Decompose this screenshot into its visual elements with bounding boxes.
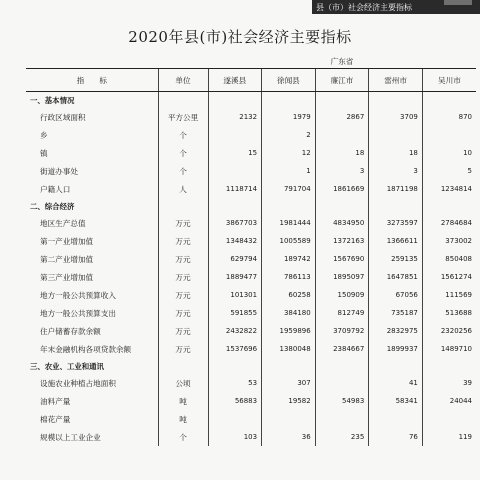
value-cell xyxy=(422,126,476,144)
indicator-name: 地区生产总值 xyxy=(40,218,86,228)
value-cell: 4834950 xyxy=(315,214,369,232)
indicator-unit: 吨 xyxy=(158,410,208,428)
value-cell: 189742 xyxy=(262,250,316,268)
section-empty-cell xyxy=(369,358,423,374)
value-cell: 1561274 xyxy=(422,268,476,286)
value-cell: 3709 xyxy=(369,108,423,126)
value-cell: 1348432 xyxy=(208,232,262,250)
indicator-name: 户籍人口 xyxy=(40,184,71,194)
value-cell: 24044 xyxy=(422,392,476,410)
indicator-unit: 万元 xyxy=(158,322,208,340)
value-cell: 1979 xyxy=(262,108,316,126)
section-empty-cell xyxy=(262,92,316,109)
value-cell: 1005589 xyxy=(262,232,316,250)
table-row xyxy=(26,304,476,322)
table-row xyxy=(26,232,476,250)
unit-header: 单位 xyxy=(158,69,208,92)
value-cell: 850408 xyxy=(422,250,476,268)
county-header: 徐闻县 xyxy=(262,69,316,92)
indicator-name: 设施农业种植占地面积 xyxy=(40,378,116,388)
value-cell: 60258 xyxy=(262,286,316,304)
value-cell: 41 xyxy=(369,374,423,392)
value-cell: 101301 xyxy=(208,286,262,304)
indicator-name: 棉花产量 xyxy=(40,414,71,424)
value-cell: 2784684 xyxy=(422,214,476,232)
county-header: 雷州市 xyxy=(369,69,423,92)
value-cell: 54983 xyxy=(315,392,369,410)
indicator-table xyxy=(26,54,476,446)
value-cell: 3867703 xyxy=(208,214,262,232)
value-cell: 2320256 xyxy=(422,322,476,340)
indicator-unit: 万元 xyxy=(158,214,208,232)
value-cell: 1489710 xyxy=(422,340,476,358)
value-cell: 1380048 xyxy=(262,340,316,358)
section-empty-cell xyxy=(208,198,262,214)
indicator-name: 第三产业增加值 xyxy=(40,272,94,282)
table-row xyxy=(26,392,476,410)
section-row xyxy=(26,358,476,374)
value-cell: 103 xyxy=(208,428,262,446)
table-row xyxy=(26,428,476,446)
section-empty-cell xyxy=(369,92,423,109)
value-cell: 2832975 xyxy=(369,322,423,340)
section-empty-cell xyxy=(262,358,316,374)
value-cell: 259135 xyxy=(369,250,423,268)
indicator-name: 镇 xyxy=(40,148,48,158)
value-cell xyxy=(315,126,369,144)
indicator-name: 乡 xyxy=(40,130,48,140)
indicator-name: 油料产量 xyxy=(40,396,71,406)
section-title: 一、基本情况 xyxy=(30,95,75,105)
value-cell: 235 xyxy=(315,428,369,446)
indicator-name: 地方一般公共预算支出 xyxy=(40,308,116,318)
section-unit-cell xyxy=(158,358,208,374)
value-cell xyxy=(315,374,369,392)
table-row xyxy=(26,180,476,198)
value-cell: 111569 xyxy=(422,286,476,304)
value-cell: 39 xyxy=(422,374,476,392)
value-cell: 384180 xyxy=(262,304,316,322)
section-empty-cell xyxy=(315,92,369,109)
value-cell xyxy=(208,162,262,180)
value-cell: 1567690 xyxy=(315,250,369,268)
table-row xyxy=(26,126,476,144)
value-cell: 307 xyxy=(262,374,316,392)
indicator-unit: 人 xyxy=(158,180,208,198)
indicator-unit: 万元 xyxy=(158,268,208,286)
indicator-unit: 个 xyxy=(158,126,208,144)
value-cell: 1899937 xyxy=(369,340,423,358)
indicator-name: 第一产业增加值 xyxy=(40,236,94,246)
indicator-name: 街道办事处 xyxy=(40,166,78,176)
value-cell xyxy=(315,410,369,428)
value-cell: 18 xyxy=(315,144,369,162)
table-row xyxy=(26,410,476,428)
header-tab-label: 县（市）社会经济主要指标 xyxy=(316,3,412,12)
value-cell: 791704 xyxy=(262,180,316,198)
value-cell: 812749 xyxy=(315,304,369,322)
value-cell: 1537696 xyxy=(208,340,262,358)
section-empty-cell xyxy=(422,358,476,374)
value-cell: 629794 xyxy=(208,250,262,268)
value-cell: 1 xyxy=(262,162,316,180)
table-row xyxy=(26,374,476,392)
section-empty-cell xyxy=(315,198,369,214)
value-cell: 2432822 xyxy=(208,322,262,340)
value-cell xyxy=(422,410,476,428)
header-tab-marker xyxy=(444,0,472,5)
section-empty-cell xyxy=(208,92,262,109)
table-row xyxy=(26,108,476,126)
value-cell: 3273597 xyxy=(369,214,423,232)
value-cell: 870 xyxy=(422,108,476,126)
table-row xyxy=(26,322,476,340)
indicator-unit: 万元 xyxy=(158,250,208,268)
value-cell: 373002 xyxy=(422,232,476,250)
section-row xyxy=(26,92,476,109)
value-cell: 119 xyxy=(422,428,476,446)
section-unit-cell xyxy=(158,198,208,214)
value-cell: 3709792 xyxy=(315,322,369,340)
table-row xyxy=(26,340,476,358)
section-title: 三、农业、工业和通讯 xyxy=(30,361,104,371)
header-tab-bar xyxy=(312,0,480,14)
section-empty-cell xyxy=(262,198,316,214)
indicator-name: 规模以上工业企业 xyxy=(40,432,101,442)
value-cell: 36 xyxy=(262,428,316,446)
indicator-unit: 万元 xyxy=(158,304,208,322)
section-title: 二、综合经济 xyxy=(30,201,75,211)
value-cell: 786113 xyxy=(262,268,316,286)
indicator-unit: 万元 xyxy=(158,286,208,304)
value-cell: 591855 xyxy=(208,304,262,322)
value-cell: 3 xyxy=(369,162,423,180)
value-cell: 10 xyxy=(422,144,476,162)
section-empty-cell xyxy=(422,198,476,214)
value-cell: 12 xyxy=(262,144,316,162)
table-row xyxy=(26,144,476,162)
value-cell: 1871198 xyxy=(369,180,423,198)
value-cell: 56883 xyxy=(208,392,262,410)
section-empty-cell xyxy=(208,358,262,374)
indicator-table-container xyxy=(26,54,476,480)
indicator-unit: 个 xyxy=(158,428,208,446)
section-empty-cell xyxy=(422,92,476,109)
value-cell xyxy=(262,410,316,428)
table-row xyxy=(26,268,476,286)
section-row xyxy=(26,198,476,214)
value-cell: 19582 xyxy=(262,392,316,410)
value-cell: 1959896 xyxy=(262,322,316,340)
value-cell: 2384667 xyxy=(315,340,369,358)
province-label: 广东省 xyxy=(208,54,476,69)
table-row xyxy=(26,214,476,232)
county-header: 廉江市 xyxy=(315,69,369,92)
value-cell: 58341 xyxy=(369,392,423,410)
indicator-unit: 公顷 xyxy=(158,374,208,392)
value-cell: 2 xyxy=(262,126,316,144)
section-empty-cell xyxy=(369,198,423,214)
indicator-header: 指 标 xyxy=(26,69,158,92)
value-cell xyxy=(369,410,423,428)
value-cell: 1372163 xyxy=(315,232,369,250)
value-cell: 3 xyxy=(315,162,369,180)
indicator-unit: 平方公里 xyxy=(158,108,208,126)
value-cell: 76 xyxy=(369,428,423,446)
indicator-unit: 吨 xyxy=(158,392,208,410)
value-cell: 67056 xyxy=(369,286,423,304)
value-cell: 1889477 xyxy=(208,268,262,286)
value-cell: 1981444 xyxy=(262,214,316,232)
indicator-unit: 个 xyxy=(158,162,208,180)
indicator-unit: 万元 xyxy=(158,232,208,250)
value-cell xyxy=(369,126,423,144)
indicator-name: 行政区域面积 xyxy=(40,112,86,122)
table-row xyxy=(26,162,476,180)
value-cell: 18 xyxy=(369,144,423,162)
value-cell: 53 xyxy=(208,374,262,392)
section-empty-cell xyxy=(315,358,369,374)
value-cell: 1861669 xyxy=(315,180,369,198)
province-row xyxy=(26,54,476,69)
table-row xyxy=(26,286,476,304)
indicator-unit: 万元 xyxy=(158,340,208,358)
indicator-table-body xyxy=(26,92,476,447)
value-cell: 1647851 xyxy=(369,268,423,286)
value-cell: 1118714 xyxy=(208,180,262,198)
indicator-name: 住户储蓄存款余额 xyxy=(40,326,101,336)
value-cell: 1234814 xyxy=(422,180,476,198)
county-header: 吴川市 xyxy=(422,69,476,92)
value-cell xyxy=(208,410,262,428)
value-cell: 15 xyxy=(208,144,262,162)
column-header-row xyxy=(26,69,476,92)
indicator-unit: 个 xyxy=(158,144,208,162)
indicator-name: 第二产业增加值 xyxy=(40,254,94,264)
value-cell: 513688 xyxy=(422,304,476,322)
value-cell: 5 xyxy=(422,162,476,180)
value-cell: 1366611 xyxy=(369,232,423,250)
value-cell: 150909 xyxy=(315,286,369,304)
county-header: 遂溪县 xyxy=(208,69,262,92)
section-unit-cell xyxy=(158,92,208,109)
indicator-name: 年末金融机构各项贷款余额 xyxy=(40,344,132,354)
indicator-name: 地方一般公共预算收入 xyxy=(40,290,116,300)
value-cell xyxy=(208,126,262,144)
value-cell: 735187 xyxy=(369,304,423,322)
value-cell: 1895097 xyxy=(315,268,369,286)
value-cell: 2867 xyxy=(315,108,369,126)
table-row xyxy=(26,250,476,268)
page-title: 2020年县(市)社会经济主要指标 xyxy=(128,28,352,46)
value-cell: 2132 xyxy=(208,108,262,126)
